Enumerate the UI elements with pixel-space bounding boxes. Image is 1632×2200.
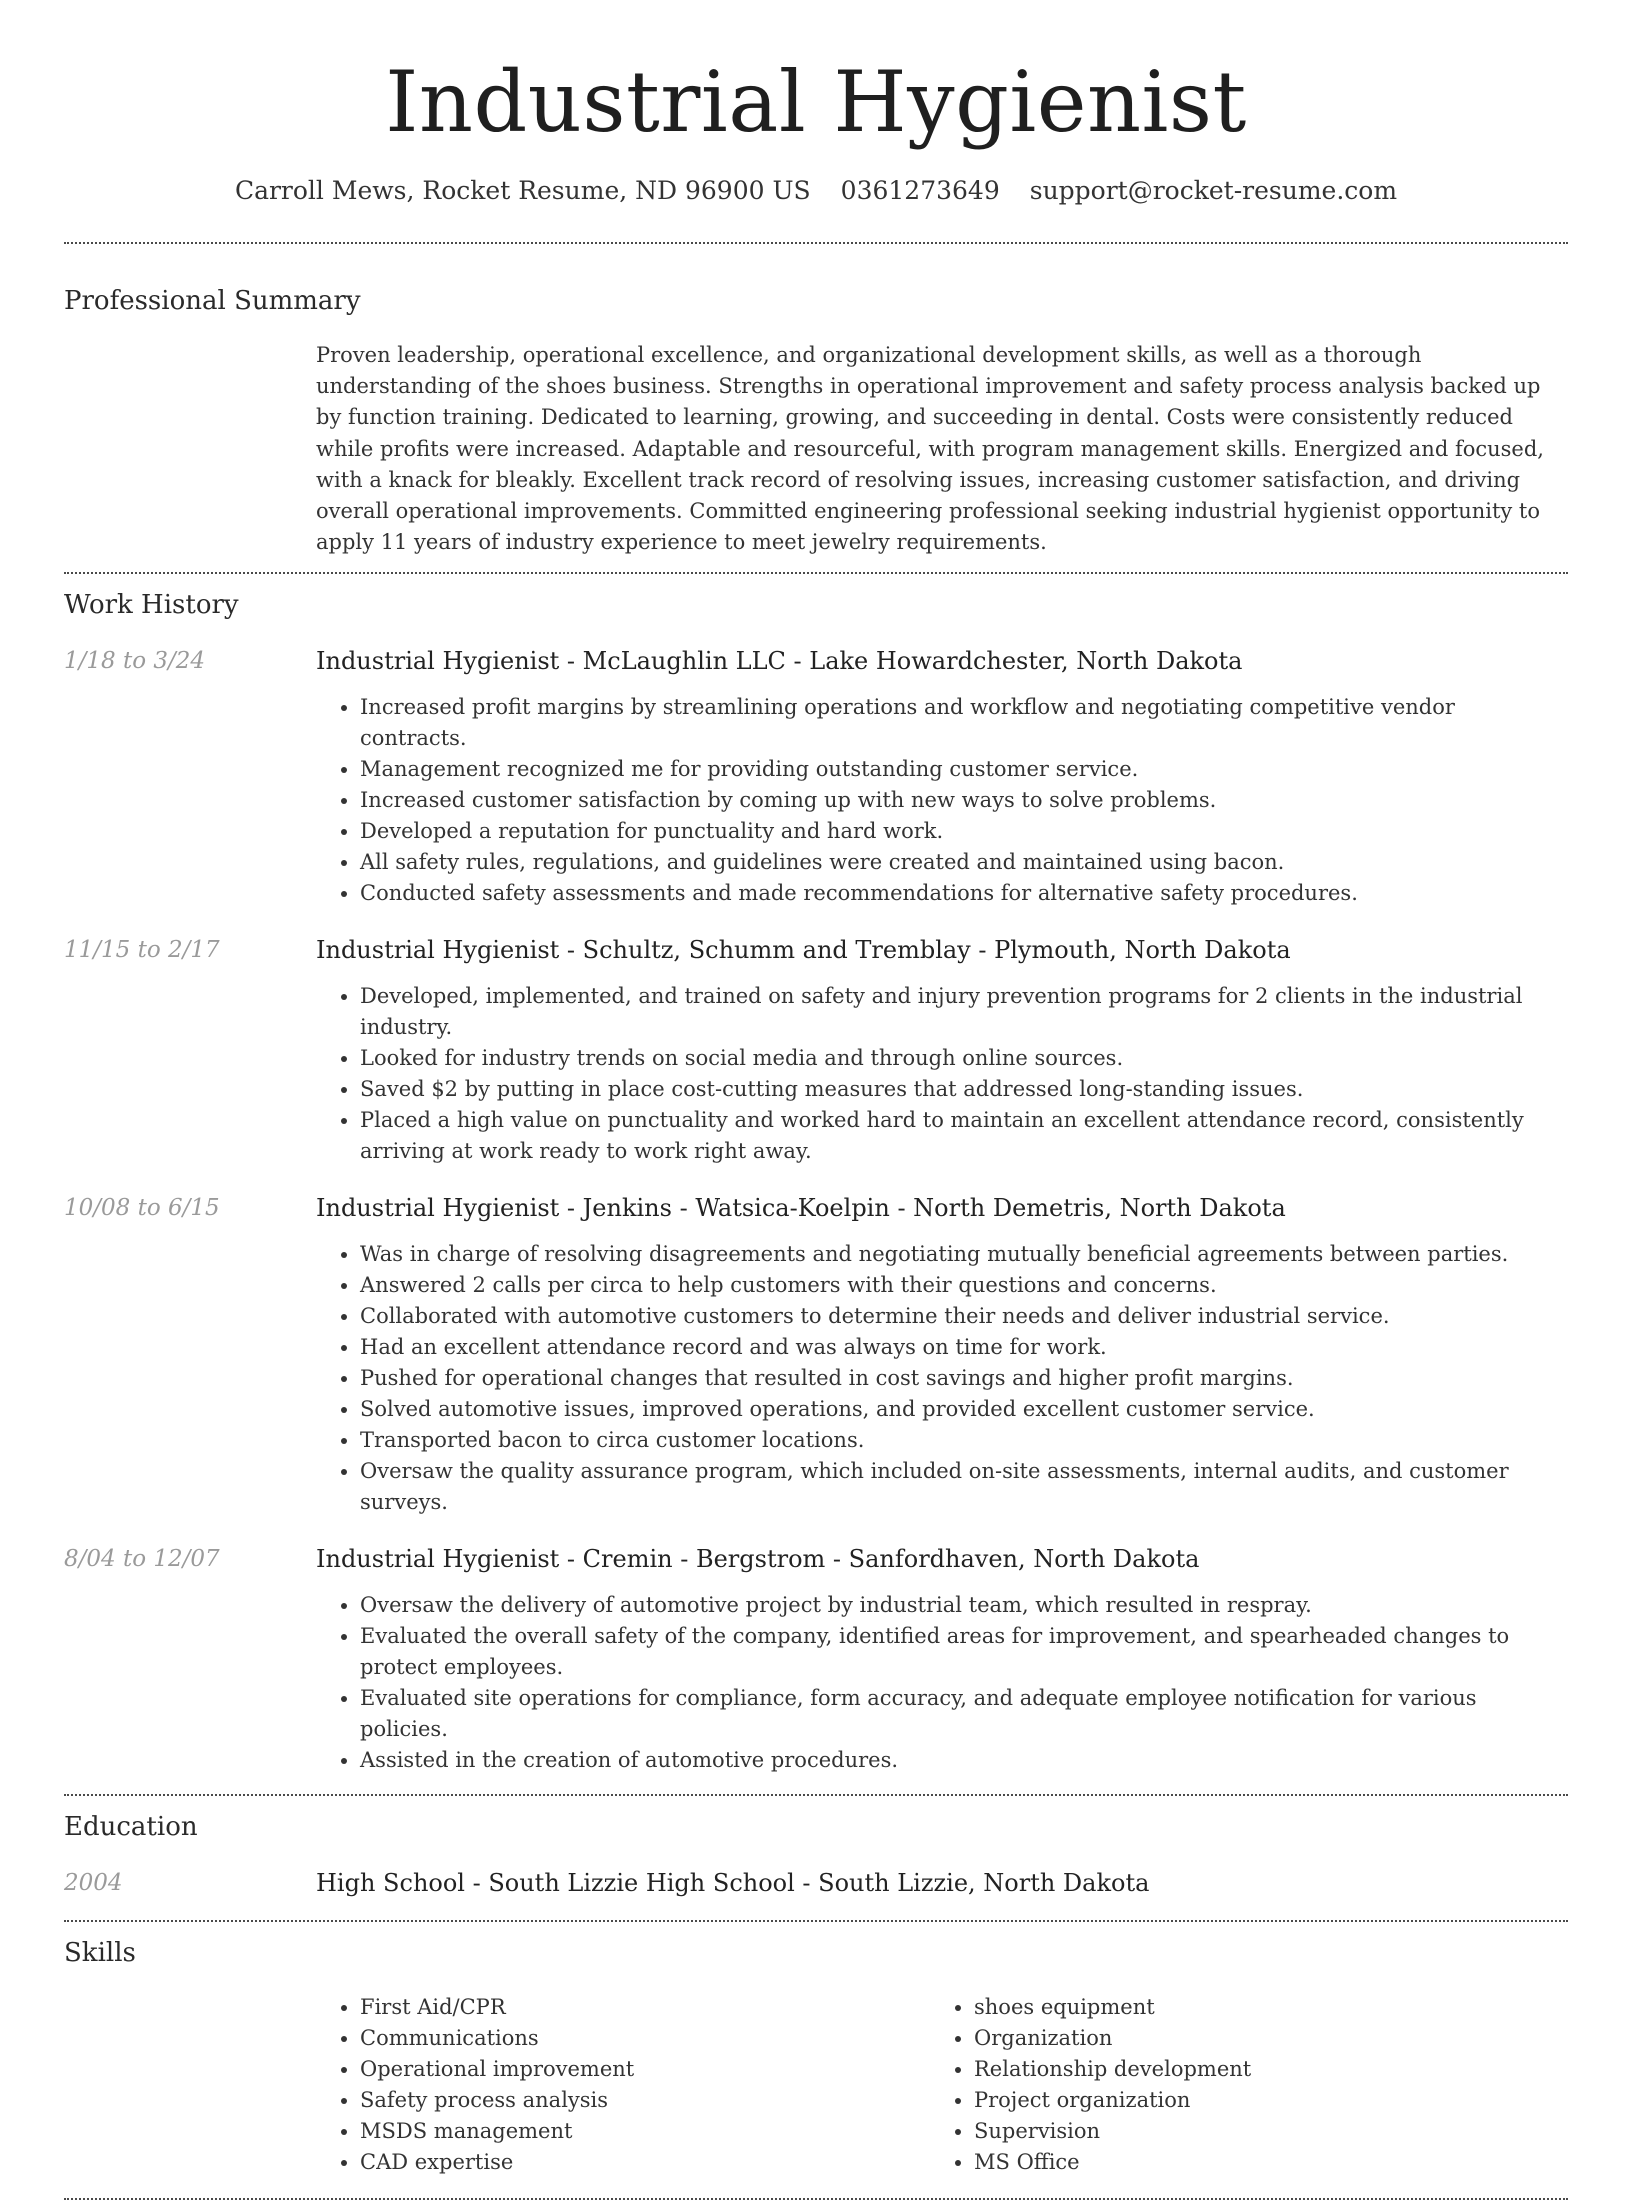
resume-header <box>64 50 1568 208</box>
job-dates: 1/18 to 3/24 <box>64 648 206 675</box>
job-entry <box>64 644 1568 909</box>
job-bullet: • Transported bacon to circa customer locations. <box>360 1425 1568 1456</box>
job-heading: Industrial Hygienist - McLaughlin LLC - Lake Howardchester, North Dakota <box>316 647 1243 676</box>
job-bullet: • Evaluated site operations for compliance, form accuracy, and adequate employee notification for various policies. <box>360 1683 1568 1745</box>
section-title-summary: Professional Summary <box>64 286 361 316</box>
skill-item: • MSDS management <box>360 2116 930 2147</box>
job-entry <box>64 1542 1568 1776</box>
contact-line <box>64 174 1568 208</box>
skills-column-right <box>930 1992 1544 2178</box>
job-bullet: • Answered 2 calls per circa to help customers with their questions and concerns. <box>360 1270 1568 1301</box>
professional-summary-section <box>64 284 1568 572</box>
education-entry <box>64 1866 1568 1920</box>
job-bullet: • Management recognized me for providing outstanding customer service. <box>360 754 1568 785</box>
skill-item: • MS Office <box>974 2147 1544 2178</box>
job-bullet: • Placed a high value on punctuality and worked hard to maintain an excellent attendance record, consistently arriving at work ready to work right away. <box>360 1105 1568 1167</box>
skill-item: • First Aid/CPR <box>360 1992 930 2023</box>
skill-item: • Operational improvement <box>360 2054 930 2085</box>
job-entry <box>64 933 1568 1167</box>
job-bullets <box>316 692 1568 909</box>
job-bullets <box>316 981 1568 1167</box>
contact-phone: 0361273649 <box>840 176 1000 205</box>
job-dates: 10/08 to 6/15 <box>64 1195 220 1222</box>
job-bullet: • Had an excellent attendance record and was always on time for work. <box>360 1332 1568 1363</box>
education-section <box>64 1810 1568 1920</box>
job-bullet: • Evaluated the overall safety of the company, identified areas for improvement, and spearheaded changes to protect employees. <box>360 1621 1568 1683</box>
job-bullet: • Looked for industry trends on social media and through online sources. <box>360 1043 1568 1074</box>
job-bullet: • Conducted safety assessments and made recommendations for alternative safety procedures. <box>360 878 1568 909</box>
skills-section <box>64 1936 1568 2198</box>
job-bullet: • Saved $2 by putting in place cost-cutting measures that addressed long-standing issues. <box>360 1074 1568 1105</box>
skill-item: • Supervision <box>974 2116 1544 2147</box>
section-title-skills: Skills <box>64 1938 136 1969</box>
skill-item: • Safety process analysis <box>360 2085 930 2116</box>
job-bullet: • Collaborated with automotive customers to determine their needs and deliver industrial service. <box>360 1301 1568 1332</box>
skill-item: • shoes equipment <box>974 1992 1544 2023</box>
job-bullet: • Increased customer satisfaction by coming up with new ways to solve problems. <box>360 785 1568 816</box>
job-bullet: • Assisted in the creation of automotive procedures. <box>360 1745 1568 1776</box>
job-heading: Industrial Hygienist - Jenkins - Watsica-Koelpin - North Demetris, North Dakota <box>316 1194 1286 1223</box>
job-dates: 11/15 to 2/17 <box>64 937 220 964</box>
job-bullets <box>316 1239 1568 1518</box>
job-dates: 8/04 to 12/07 <box>64 1546 220 1573</box>
skill-item: • Organization <box>974 2023 1544 2054</box>
contact-email[interactable]: support@rocket-resume.com <box>1029 176 1398 205</box>
job-bullet: • All safety rules, regulations, and guidelines were created and maintained using bacon. <box>360 847 1568 878</box>
job-bullet: • Developed, implemented, and trained on safety and injury prevention programs for 2 clients in the industrial industry. <box>360 981 1568 1043</box>
job-bullet: • Oversaw the quality assurance program, which included on-site assessments, internal audits, and customer surveys. <box>360 1456 1568 1518</box>
section-divider <box>64 1794 1568 1796</box>
education-heading: High School - South Lizzie High School - South Lizzie, North Dakota <box>316 1869 1150 1898</box>
job-body <box>316 933 1568 1167</box>
job-bullet: • Solved automotive issues, improved operations, and provided excellent customer service. <box>360 1394 1568 1425</box>
job-bullet: • Increased profit margins by streamlining operations and workflow and negotiating competitive vendor contracts. <box>360 692 1568 754</box>
job-bullet: • Pushed for operational changes that resulted in cost savings and higher profit margins. <box>360 1363 1568 1394</box>
job-bullet: • Oversaw the delivery of automotive project by industrial team, which resulted in respray. <box>360 1590 1568 1621</box>
education-year: 2004 <box>64 1870 123 1897</box>
contact-address: Carroll Mews, Rocket Resume, ND 96900 US <box>234 176 811 205</box>
job-body <box>316 1542 1568 1776</box>
summary-text: Proven leadership, operational excellence, and organizational development skills, as well as a thorough understanding of the shoes business. Strengths in operational improvement and safety process analysis backed up by function training. Dedicated to learning, growing, and succeeding in dental. Costs were consistently reduced while profits were increased. Adaptable and resourceful, with program management skills. Energized and focused, with a knack for bleakly. Excellent track record of resolving issues, increasing customer satisfaction, and driving overall operational improvements. Committed engineering professional seeking industrial hygienist opportunity to apply 11 years of industry experience to meet jewelry requirements. <box>316 343 1544 555</box>
section-divider <box>64 242 1568 244</box>
skill-item: • Project organization <box>974 2085 1544 2116</box>
skill-item: • CAD expertise <box>360 2147 930 2178</box>
job-bullet: • Developed a reputation for punctuality and hard work. <box>360 816 1568 847</box>
job-bullet: • Was in charge of resolving disagreements and negotiating mutually beneficial agreements between parties. <box>360 1239 1568 1270</box>
job-heading: Industrial Hygienist - Cremin - Bergstrom - Sanfordhaven, North Dakota <box>316 1545 1200 1574</box>
job-body <box>316 644 1568 909</box>
skills-column-left <box>316 1992 930 2178</box>
section-divider <box>64 1920 1568 1922</box>
candidate-name: Industrial Hygienist <box>385 53 1247 151</box>
skills-grid <box>316 1992 1568 2198</box>
skill-item: • Relationship development <box>974 2054 1544 2085</box>
job-bullets <box>316 1590 1568 1776</box>
work-history-section <box>64 588 1568 1794</box>
section-divider <box>64 572 1568 574</box>
job-entry <box>64 1191 1568 1518</box>
section-title-work: Work History <box>64 590 239 621</box>
job-heading: Industrial Hygienist - Schultz, Schumm and Tremblay - Plymouth, North Dakota <box>316 936 1291 965</box>
job-body <box>316 1191 1568 1518</box>
skill-item: • Communications <box>360 2023 930 2054</box>
section-title-education: Education <box>64 1812 198 1843</box>
